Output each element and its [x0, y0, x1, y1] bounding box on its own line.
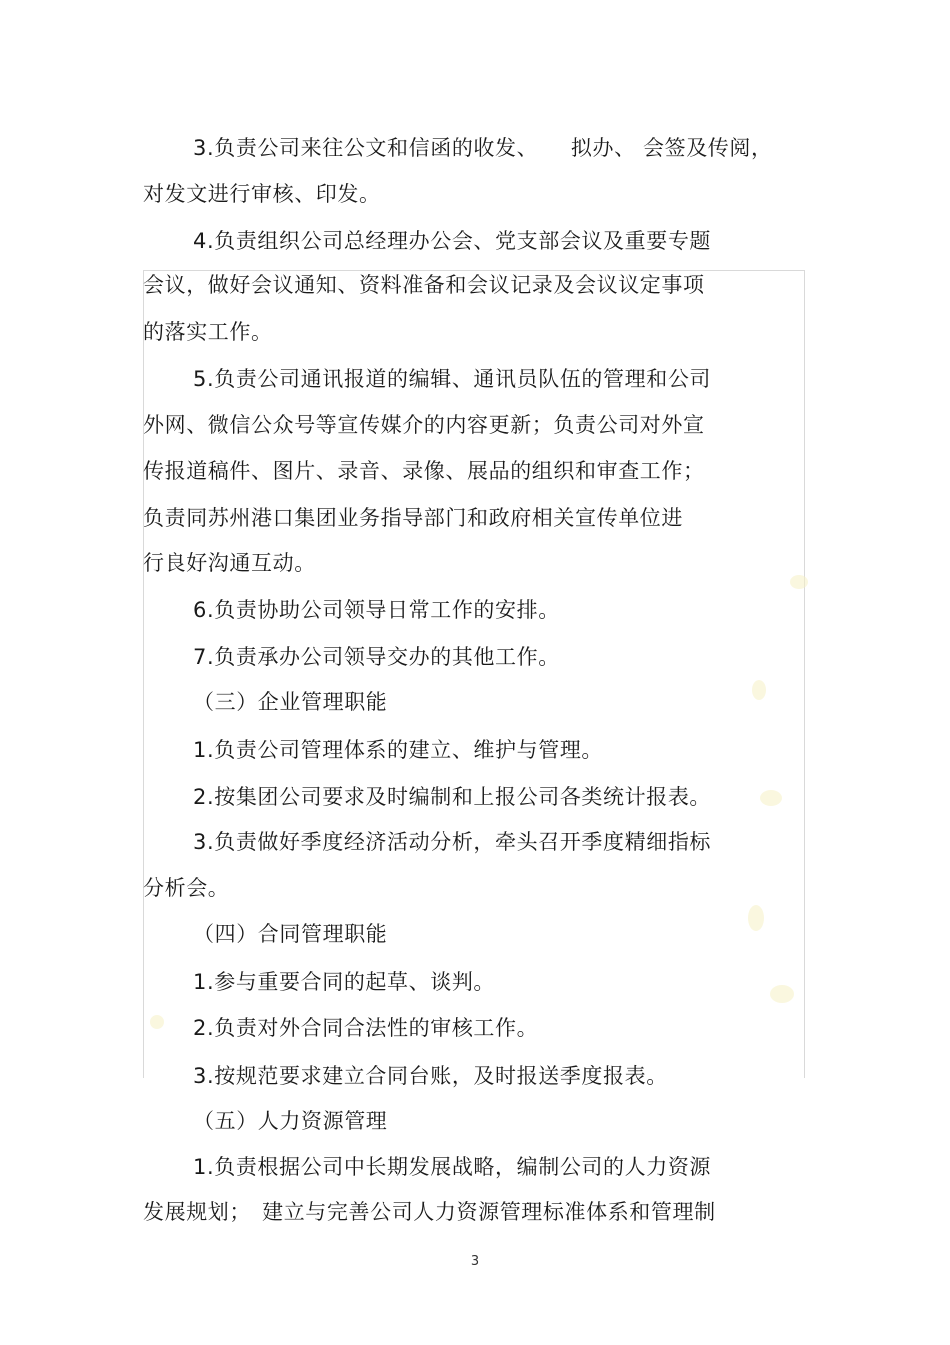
doc-line: 1.负责根据公司中长期发展战略，编制公司的人力资源	[193, 1155, 712, 1179]
doc-line: 2.按集团公司要求及时编制和上报公司各类统计报表。	[193, 785, 712, 809]
doc-line: 发展规划； 建立与完善公司人力资源管理标准体系和管理制	[143, 1200, 716, 1224]
doc-line: 传报道稿件、图片、录音、录像、展品的组织和审查工作；	[143, 459, 705, 483]
doc-line: 的落实工作。	[143, 320, 273, 344]
doc-line: 6.负责协助公司领导日常工作的安排。	[193, 598, 560, 622]
doc-line: 3.负责公司来往公文和信函的收发、 拟办、 会签及传阅，	[193, 136, 773, 160]
doc-line: 外网、微信公众号等宣传媒介的内容更新；负责公司对外宣	[143, 413, 705, 437]
background-speck	[790, 575, 808, 589]
doc-line: 会议，做好会议通知、资料准备和会议记录及会议议定事项	[143, 273, 705, 297]
scan-frame-left	[143, 270, 144, 1078]
doc-line: 2.负责对外合同合法性的审核工作。	[193, 1016, 539, 1040]
doc-line: 7.负责承办公司领导交办的其他工作。	[193, 645, 560, 669]
doc-line: 分析会。	[143, 876, 230, 900]
section-heading: （四）合同管理职能	[193, 922, 388, 946]
doc-line: 1.参与重要合同的起草、谈判。	[193, 970, 496, 994]
background-speck	[748, 905, 764, 931]
doc-line: 1.负责公司管理体系的建立、维护与管理。	[193, 738, 604, 762]
doc-line: 负责同苏州港口集团业务指导部门和政府相关宣传单位进	[143, 506, 683, 530]
background-speck	[770, 985, 794, 1003]
background-speck	[752, 680, 766, 700]
doc-line: 4.负责组织公司总经理办公会、党支部会议及重要专题	[193, 229, 712, 253]
doc-line: 3.按规范要求建立合同台账，及时报送季度报表。	[193, 1064, 668, 1088]
doc-line: 行良好沟通互动。	[143, 551, 316, 575]
scan-frame-right	[804, 270, 805, 1078]
section-heading: （三）企业管理职能	[193, 690, 388, 714]
page-number: 3	[470, 1254, 480, 1269]
doc-line: 对发文进行审核、印发。	[143, 182, 381, 206]
doc-line: 3.负责做好季度经济活动分析，牵头召开季度精细指标	[193, 830, 712, 854]
doc-line: 5.负责公司通讯报道的编辑、通讯员队伍的管理和公司	[193, 367, 712, 391]
background-speck	[150, 1015, 164, 1029]
section-heading: （五）人力资源管理	[193, 1109, 388, 1133]
background-speck	[760, 790, 782, 806]
